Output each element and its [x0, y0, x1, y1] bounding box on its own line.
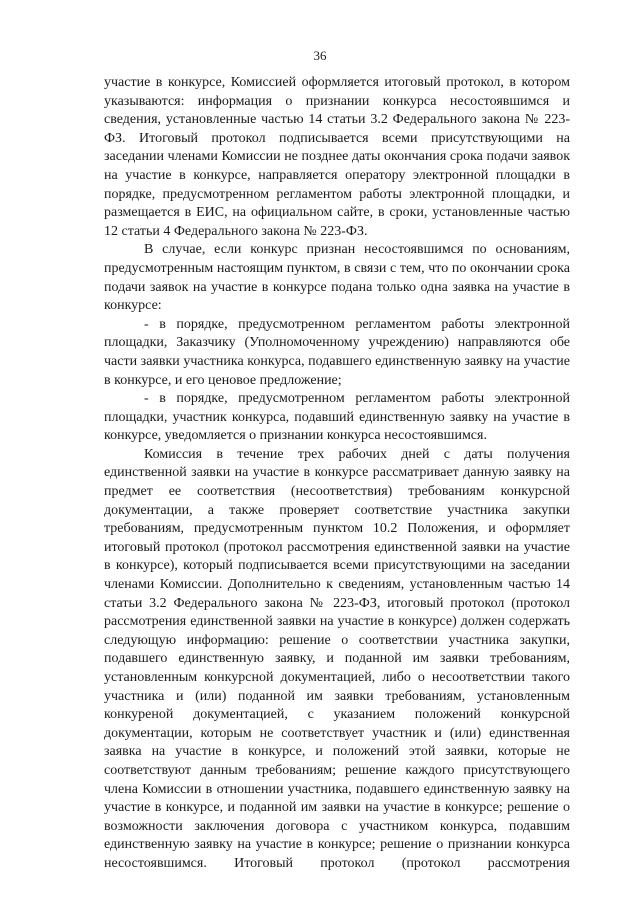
- body-text: [104, 74, 570, 874]
- list-item-forward-application: - в порядке, предусмотренном регламентом работы электронной площадки, Заказчику (Уполномоченному учреждению) направляются обе части заявки участника конкурса, подавшего единственную заявку на участие в конкурсе, и его ценовое предложение;: [104, 316, 570, 388]
- paragraph-commission-review: Комиссия в течение трех рабочих дней с даты получения единственной заявки на участие в конкурсе рассматривает данную заявку на предмет ее соответствия (несоответствия) требованиям конкурсной документации, а также проверяет соответствие участника закупки требованиям, предусмотренным пунктом 10.2 Положения, и оформляет итоговый протокол (протокол рассмотрения единственной заявки на участие в конкурсе), который подписывается всеми присутствующими на заседании членами Комиссии. Дополнительно к сведениям, установленным частью 14 статьи 3.2 Федерального закона № 223-ФЗ, итоговый протокол (протокол рассмотрения единственной заявки на участие в конкурсе) должен содержать следующую информацию: решение о соответствии участника закупки, подавшего единственную заявку, и поданной им заявки требованиям, установленным конкурсной документацией, либо о несоответствии такого участника и (или) поданной им заявки требованиям, установленным конкуреной документацией, с указанием положений конкурсной документации, которым не соответствует участник и (или) единственная заявка на участие в конкурсе, и положений этой заявки, которые не соответствуют данным требованиям; решение каждого присутствующего члена Комиссии в отношении участника, подавшего единственную заявку на участие в конкурсе, и поданной им заявки на участие в конкурсе; решение о возможности заключения договора с участником конкурса, подавшим единственную заявку на участие в конкурсе; решение о признании конкурса несостоявшимся. Итоговый протокол (протокол рассмотрения: [104, 446, 570, 871]
- page-number: 36: [313, 48, 327, 63]
- paragraph-continuation: участие в конкурсе, Комиссией оформляется итоговый протокол, в котором указываются: информация о признании конкурса несостоявшимся и сведения, установленные частью 14 статьи 3.2 Федерального закона № 223-ФЗ. Итоговый протокол подписывается всеми присутствующими на заседании членами Комиссии не позднее даты окончания срока подачи заявок на участие в конкурсе, направляется оператору электронной площадки в порядке, предусмотренном регламентом работы электронной площадки, и размещается в ЕИС, на официальном сайте, в сроки, установленные частью 12 статьи 4 Федерального закона № 223-ФЗ.: [104, 75, 570, 239]
- list-item-notify-participant: - в порядке, предусмотренном регламентом работы электронной площадки, участник конкурса, подавший единственную заявку на участие в конкурсе, уведомляется о признании конкурса несостоявшимся.: [104, 391, 570, 444]
- paragraph-failed-contest: В случае, если конкурс признан несостоявшимся по основаниям, предусмотренным настоящим пунктом, в связи с тем, что по окончании срока подачи заявок на участие в конкурсе подана только одна заявка на участие в конкурсе:: [104, 242, 570, 314]
